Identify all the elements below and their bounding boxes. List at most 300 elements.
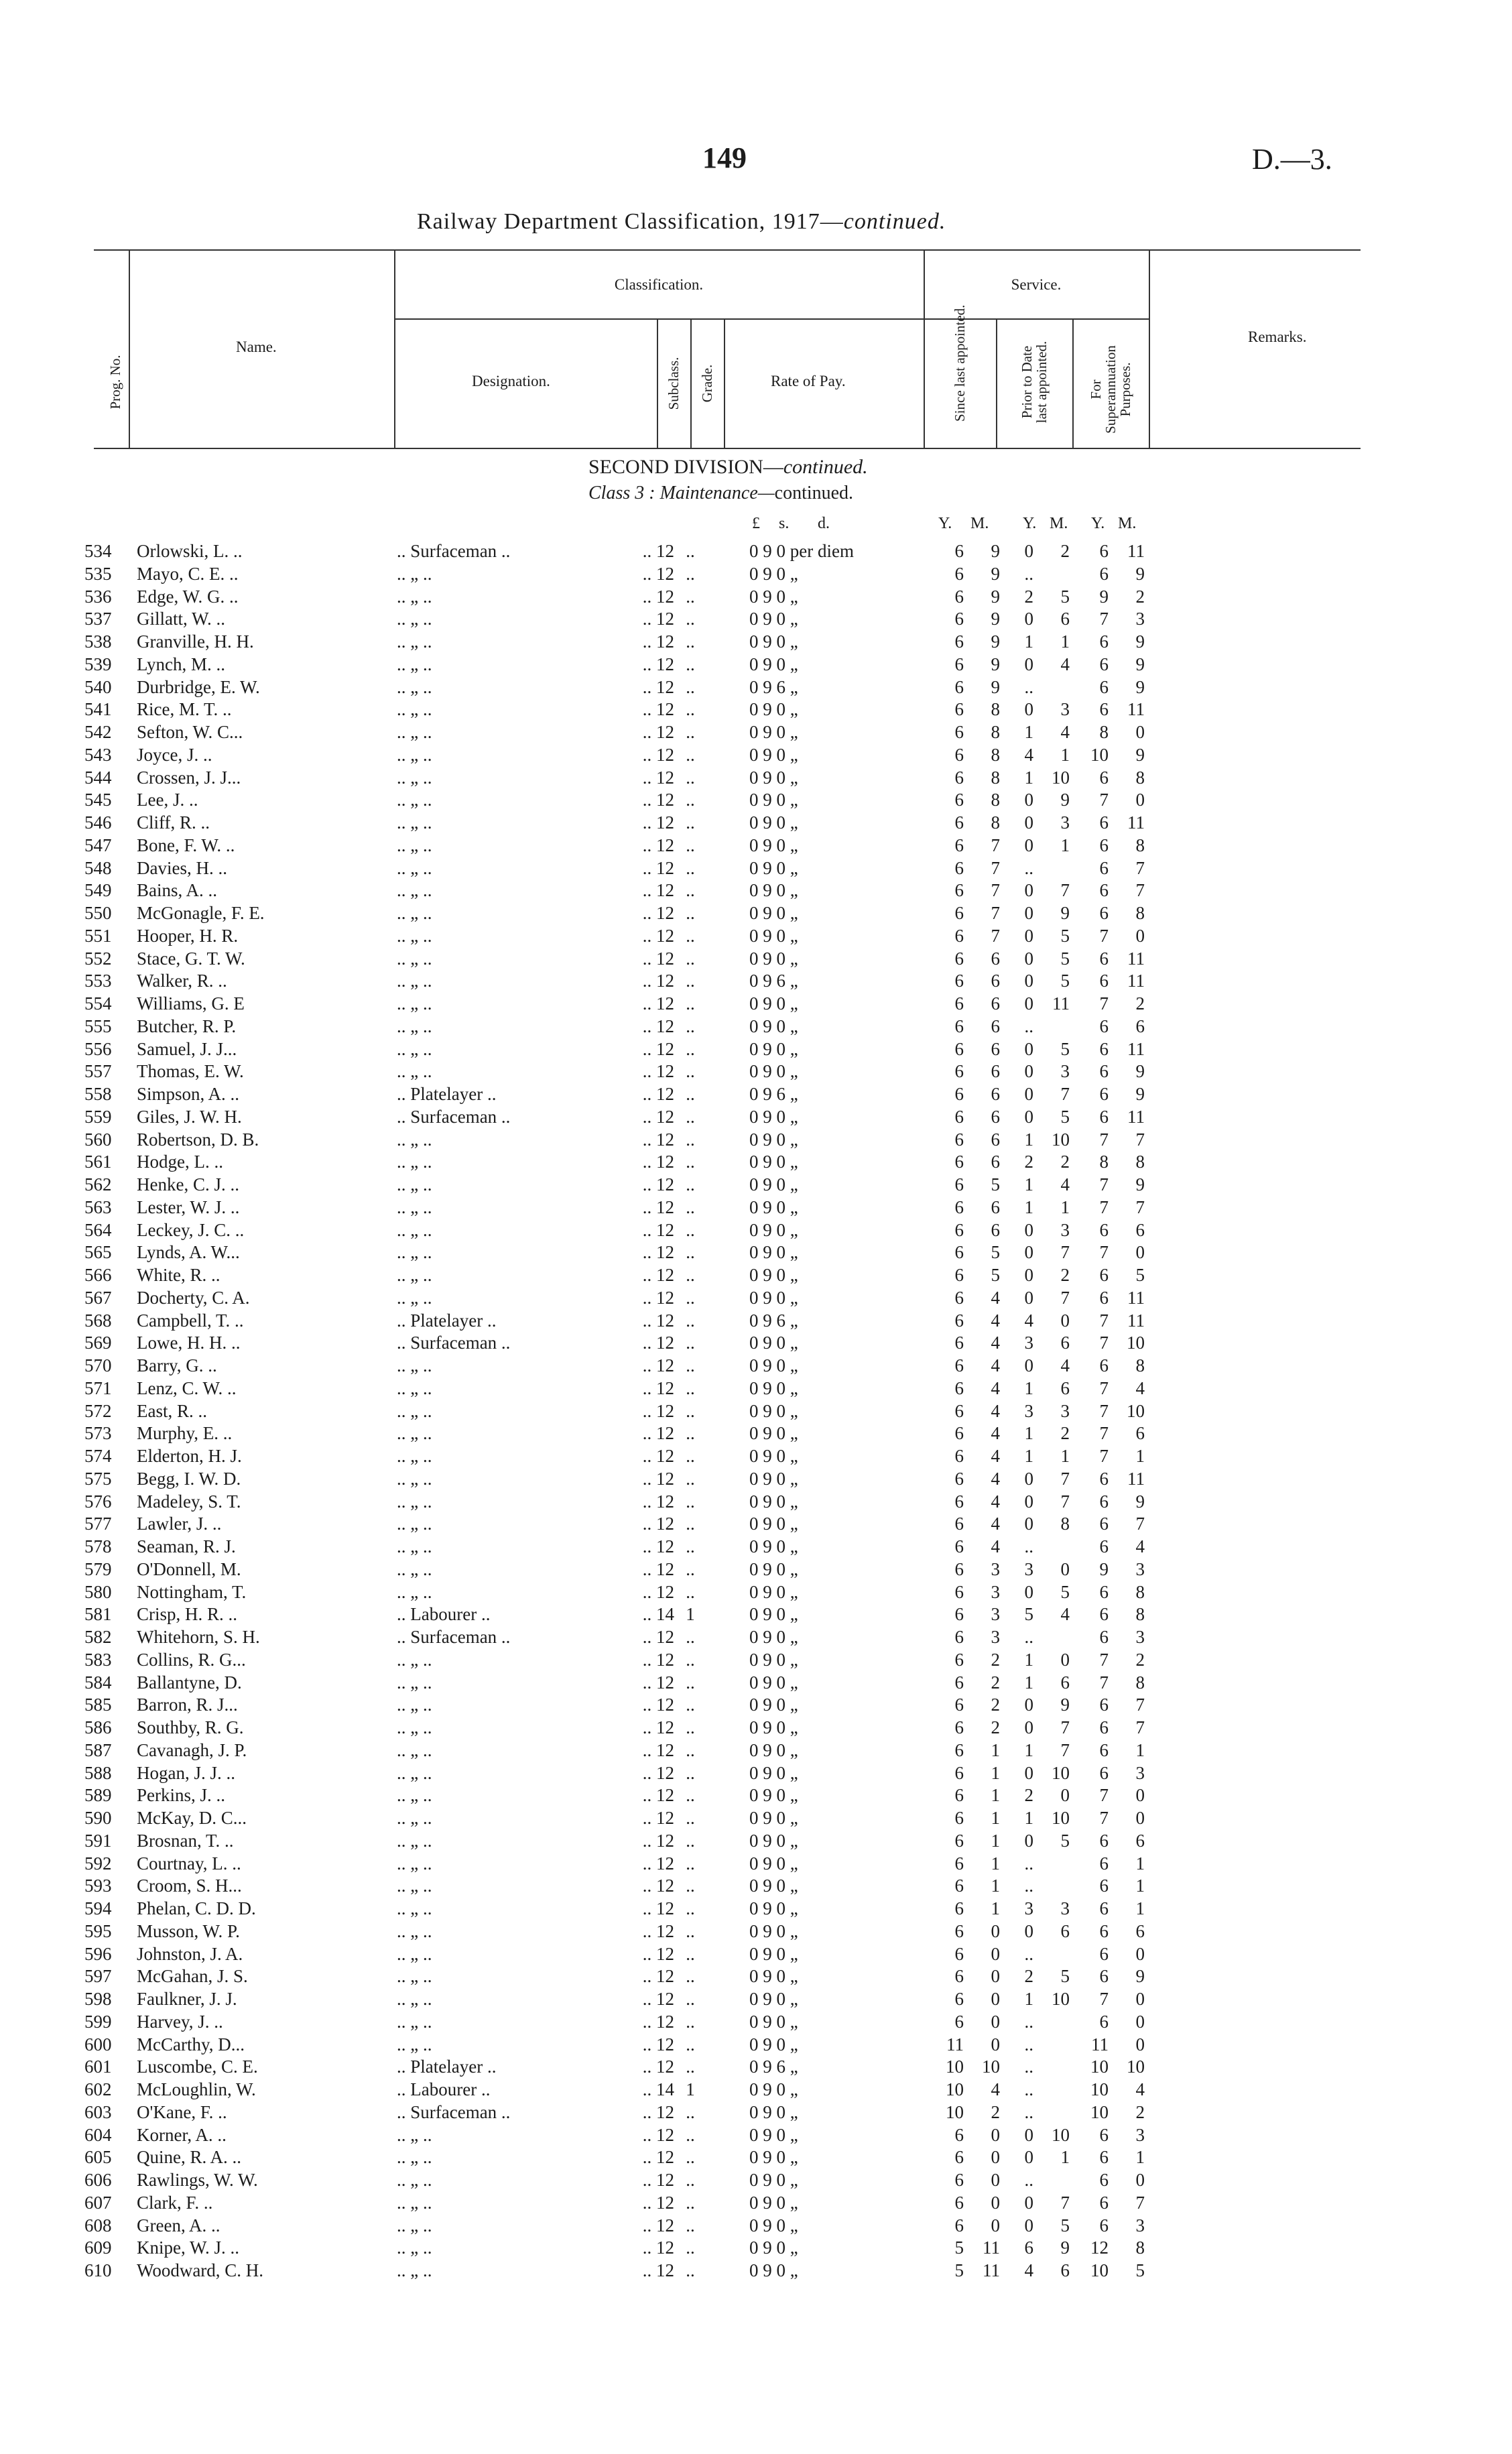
rate-of-pay-cell: 0 9 0 „ <box>749 2079 798 2099</box>
super-months-cell: 0 <box>1135 722 1145 742</box>
since-years-cell: 6 <box>954 1558 964 1579</box>
rate-of-pay-cell: 0 9 0 „ <box>749 609 798 629</box>
grade-cell: .. <box>686 631 695 652</box>
super-years-cell: 10 <box>1090 2079 1109 2099</box>
prior-months-cell: 3 <box>1060 1061 1070 1082</box>
prog-no-cell: 602 <box>84 2079 112 2099</box>
designation-cell: .. „ .. <box>397 1649 432 1670</box>
prior-months-cell: 2 <box>1060 1265 1070 1285</box>
name-cell: Faulkner, J. J. <box>137 1989 237 2009</box>
designation-cell: .. Platelayer .. <box>397 1084 497 1104</box>
prior-months-cell: 4 <box>1060 1604 1070 1625</box>
prior-years-cell: 1 <box>1024 1174 1033 1194</box>
since-years-cell: 6 <box>954 1038 964 1059</box>
rate-of-pay-cell: 0 9 6 „ <box>749 1084 798 1104</box>
prior-months-cell: 6 <box>1060 2260 1070 2280</box>
header-top-rule <box>94 249 1361 251</box>
name-cell: Nottingham, T. <box>137 1581 247 1602</box>
table-row <box>0 812 1512 835</box>
table-row <box>0 1491 1512 1514</box>
super-years-cell: 6 <box>1099 1695 1109 1715</box>
since-years-cell: 6 <box>954 2124 964 2145</box>
prior-months-cell: 9 <box>1060 903 1070 923</box>
since-years-cell: 6 <box>954 1739 964 1760</box>
unit-super-months: M. <box>1118 515 1137 532</box>
prog-no-cell: 587 <box>84 1739 112 1760</box>
prior-years-cell: 2 <box>1024 1785 1033 1806</box>
since-months-cell: 3 <box>991 1581 1000 1602</box>
grade-cell: .. <box>686 1152 695 1172</box>
subclass-cell: .. 12 <box>642 1762 674 1783</box>
grade-cell: .. <box>686 1355 695 1375</box>
super-months-cell: 1 <box>1135 1876 1145 1896</box>
grade-cell: .. <box>686 1785 695 1806</box>
prior-years-cell: 0 <box>1024 1287 1033 1308</box>
name-cell: Cavanagh, J. P. <box>137 1739 247 1760</box>
designation-cell: .. „ .. <box>397 1355 432 1375</box>
grade-cell: .. <box>686 2101 695 2122</box>
rate-of-pay-cell: 0 9 0 „ <box>749 1920 798 1941</box>
name-cell: Joyce, J. .. <box>137 744 212 765</box>
rate-of-pay-cell: 0 9 0 „ <box>749 1536 798 1556</box>
table-row <box>0 993 1512 1016</box>
prior-years-cell: 3 <box>1024 1558 1033 1579</box>
subclass-cell: .. 12 <box>642 1106 674 1127</box>
table-row <box>0 1129 1512 1152</box>
since-months-cell: 9 <box>991 609 1000 629</box>
super-years-cell: 6 <box>1099 857 1109 878</box>
super-years-cell: 7 <box>1099 1989 1109 2009</box>
super-years-cell: 6 <box>1099 1943 1109 1964</box>
since-months-cell: 11 <box>983 2260 1000 2280</box>
name-cell: Luscombe, C. E. <box>137 2057 258 2077</box>
name-cell: Edge, W. G. .. <box>137 586 239 607</box>
prior-months-cell: 7 <box>1060 1242 1070 1263</box>
super-years-cell: 6 <box>1099 812 1109 833</box>
since-years-cell: 6 <box>954 1966 964 1987</box>
prior-months-cell: 4 <box>1060 654 1070 674</box>
name-cell: Lynch, M. .. <box>137 654 225 674</box>
prior-years-cell: 0 <box>1024 2147 1033 2168</box>
rate-of-pay-cell: 0 9 0 „ <box>749 1830 798 1851</box>
designation-cell: .. „ .. <box>397 654 432 674</box>
super-years-cell: 6 <box>1099 1084 1109 1104</box>
grade-cell: .. <box>686 2170 695 2190</box>
designation-cell: .. „ .. <box>397 1920 432 1941</box>
prog-no-cell: 585 <box>84 1695 112 1715</box>
super-years-cell: 6 <box>1099 1355 1109 1375</box>
designation-cell: .. „ .. <box>397 1672 432 1693</box>
since-months-cell: 1 <box>991 1830 1000 1851</box>
table-row <box>0 1875 1512 1898</box>
since-years-cell: 6 <box>954 1287 964 1308</box>
grade-cell: .. <box>686 541 695 561</box>
prior-years-cell: .. <box>1024 1016 1033 1036</box>
super-months-cell: 9 <box>1135 563 1145 584</box>
super-months-cell: 7 <box>1135 1717 1145 1737</box>
super-months-cell: 8 <box>1135 2237 1145 2258</box>
since-months-cell: 0 <box>991 1989 1000 2009</box>
grade-cell: .. <box>686 2215 695 2235</box>
prior-months-cell: 3 <box>1060 1219 1070 1240</box>
grade-cell: .. <box>686 1762 695 1783</box>
subclass-cell: .. 12 <box>642 1966 674 1987</box>
prog-no-cell: 563 <box>84 1197 112 1217</box>
name-cell: Hodge, L. .. <box>137 1152 223 1172</box>
divider-prior-super <box>1072 318 1074 448</box>
table-row <box>0 925 1512 948</box>
super-years-cell: 7 <box>1099 1310 1109 1331</box>
rate-of-pay-cell: 0 9 0 „ <box>749 563 798 584</box>
prior-months-cell: 1 <box>1060 1197 1070 1217</box>
table-row <box>0 1672 1512 1695</box>
super-months-cell: 7 <box>1135 1129 1145 1150</box>
super-months-cell: 9 <box>1135 631 1145 652</box>
super-months-cell: 3 <box>1135 1558 1145 1579</box>
prior-years-cell: 4 <box>1024 2260 1033 2280</box>
prior-years-cell: 6 <box>1024 2237 1033 2258</box>
prog-no-cell: 539 <box>84 654 112 674</box>
since-months-cell: 4 <box>991 1491 1000 1512</box>
prog-no-cell: 566 <box>84 1265 112 1285</box>
header-prog-no: Prog. No. <box>107 355 123 410</box>
rate-of-pay-cell: 0 9 6 „ <box>749 1310 798 1331</box>
name-cell: McLoughlin, W. <box>137 2079 256 2099</box>
name-cell: Lowe, H. H. .. <box>137 1333 241 1353</box>
since-years-cell: 10 <box>946 2057 964 2077</box>
prior-months-cell: 7 <box>1060 880 1070 901</box>
table-row <box>0 563 1512 586</box>
table-row <box>0 1536 1512 1558</box>
super-years-cell: 7 <box>1099 925 1109 946</box>
since-years-cell: 6 <box>954 812 964 833</box>
prog-no-cell: 545 <box>84 790 112 810</box>
prior-years-cell: 0 <box>1024 1242 1033 1263</box>
since-years-cell: 6 <box>954 2215 964 2235</box>
prior-years-cell: 0 <box>1024 1695 1033 1715</box>
since-months-cell: 4 <box>991 1287 1000 1308</box>
since-years-cell: 6 <box>954 1876 964 1896</box>
super-months-cell: 7 <box>1135 1197 1145 1217</box>
super-months-cell: 0 <box>1135 1943 1145 1964</box>
since-years-cell: 6 <box>954 1785 964 1806</box>
super-months-cell: 11 <box>1127 1310 1145 1331</box>
since-months-cell: 4 <box>991 1446 1000 1466</box>
subclass-cell: .. 12 <box>642 1672 674 1693</box>
subclass-cell: .. 12 <box>642 1038 674 1059</box>
since-years-cell: 6 <box>954 925 964 946</box>
rate-of-pay-cell: 0 9 0 „ <box>749 1061 798 1082</box>
prior-months-cell: 7 <box>1060 2192 1070 2213</box>
name-cell: Ballantyne, D. <box>137 1672 242 1693</box>
subclass-cell: .. 12 <box>642 835 674 855</box>
since-months-cell: 2 <box>991 1695 1000 1715</box>
designation-cell: .. „ .. <box>397 744 432 765</box>
super-months-cell: 0 <box>1135 2011 1145 2032</box>
since-months-cell: 4 <box>991 1400 1000 1421</box>
since-months-cell: 0 <box>991 1966 1000 1987</box>
name-cell: Quine, R. A. .. <box>137 2147 242 2168</box>
designation-cell: .. „ .. <box>397 1785 432 1806</box>
table-row <box>0 1784 1512 1807</box>
name-cell: Murphy, E. .. <box>137 1423 233 1444</box>
prior-years-cell: .. <box>1024 1876 1033 1896</box>
prior-months-cell: 6 <box>1060 609 1070 629</box>
prior-months-cell: 1 <box>1060 744 1070 765</box>
table-row <box>0 970 1512 993</box>
super-years-cell: 7 <box>1099 1808 1109 1828</box>
since-years-cell: 6 <box>954 1333 964 1353</box>
prog-no-cell: 548 <box>84 857 112 878</box>
table-row <box>0 1717 1512 1739</box>
prior-years-cell: .. <box>1024 563 1033 584</box>
prior-years-cell: .. <box>1024 1853 1033 1874</box>
subclass-cell: .. 12 <box>642 2215 674 2235</box>
grade-cell: .. <box>686 1581 695 1602</box>
since-years-cell: 6 <box>954 1174 964 1194</box>
prior-months-cell: 5 <box>1060 1038 1070 1059</box>
prog-no-cell: 540 <box>84 676 112 697</box>
grade-cell: .. <box>686 654 695 674</box>
since-years-cell: 6 <box>954 1310 964 1331</box>
prog-no-cell: 546 <box>84 812 112 833</box>
super-years-cell: 7 <box>1099 1649 1109 1670</box>
since-years-cell: 11 <box>946 2034 964 2054</box>
super-years-cell: 6 <box>1099 1627 1109 1647</box>
super-months-cell: 10 <box>1127 1333 1145 1353</box>
designation-cell: .. „ .. <box>397 1129 432 1150</box>
subclass-cell: .. 12 <box>642 1649 674 1670</box>
rate-of-pay-cell: 0 9 0 „ <box>749 1672 798 1693</box>
super-months-cell: 9 <box>1135 1061 1145 1082</box>
since-months-cell: 9 <box>991 676 1000 697</box>
table-row <box>0 1016 1512 1038</box>
subclass-cell: .. 12 <box>642 2101 674 2122</box>
prog-no-cell: 596 <box>84 1943 112 1964</box>
prior-years-cell: 1 <box>1024 1446 1033 1466</box>
super-years-cell: 6 <box>1099 1491 1109 1512</box>
designation-cell: .. Surfaceman .. <box>397 1627 511 1647</box>
since-years-cell: 6 <box>954 993 964 1014</box>
prior-months-cell: 1 <box>1060 631 1070 652</box>
subclass-cell: .. 12 <box>642 699 674 720</box>
designation-cell: .. „ .. <box>397 1943 432 1964</box>
name-cell: Campbell, T. .. <box>137 1310 244 1331</box>
rate-of-pay-cell: 0 9 0 „ <box>749 767 798 788</box>
super-years-cell: 6 <box>1099 1219 1109 1240</box>
since-years-cell: 6 <box>954 903 964 923</box>
prior-years-cell: 0 <box>1024 880 1033 901</box>
subclass-cell: .. 12 <box>642 1287 674 1308</box>
since-months-cell: 6 <box>991 1084 1000 1104</box>
prior-years-cell: 4 <box>1024 744 1033 765</box>
grade-cell: .. <box>686 1310 695 1331</box>
super-years-cell: 6 <box>1099 1106 1109 1127</box>
since-months-cell: 1 <box>991 1785 1000 1806</box>
super-years-cell: 6 <box>1099 880 1109 901</box>
designation-cell: .. „ .. <box>397 971 432 991</box>
rate-of-pay-cell: 0 9 0 „ <box>749 1514 798 1534</box>
super-months-cell: 0 <box>1135 1808 1145 1828</box>
super-years-cell: 9 <box>1099 586 1109 607</box>
since-years-cell: 6 <box>954 1627 964 1647</box>
super-years-cell: 7 <box>1099 1423 1109 1444</box>
prior-months-cell: 7 <box>1060 1717 1070 1737</box>
prior-months-cell: 6 <box>1060 1672 1070 1693</box>
super-years-cell: 6 <box>1099 1898 1109 1918</box>
super-months-cell: 11 <box>1127 699 1145 720</box>
super-years-cell: 6 <box>1099 1920 1109 1941</box>
super-years-cell: 6 <box>1099 971 1109 991</box>
rate-of-pay-cell: 0 9 0 „ <box>749 1219 798 1240</box>
rate-of-pay-cell: 0 9 0 „ <box>749 1152 798 1172</box>
prog-no-cell: 555 <box>84 1016 112 1036</box>
unit-pence: d. <box>818 515 830 532</box>
since-months-cell: 6 <box>991 1219 1000 1240</box>
subclass-cell: .. 12 <box>642 1174 674 1194</box>
grade-cell: .. <box>686 609 695 629</box>
prior-months-cell: 2 <box>1060 1423 1070 1444</box>
grade-cell: .. <box>686 767 695 788</box>
rate-of-pay-cell: 0 9 0 „ <box>749 1446 798 1466</box>
prior-years-cell: 0 <box>1024 903 1033 923</box>
prior-years-cell: 0 <box>1024 1468 1033 1489</box>
prior-months-cell: 9 <box>1060 790 1070 810</box>
prog-no-cell: 562 <box>84 1174 112 1194</box>
super-months-cell: 8 <box>1135 835 1145 855</box>
since-months-cell: 9 <box>991 631 1000 652</box>
name-cell: Southby, R. G. <box>137 1717 244 1737</box>
super-months-cell: 0 <box>1135 1989 1145 2009</box>
section-title <box>588 456 868 479</box>
prior-years-cell: .. <box>1024 1627 1033 1647</box>
subclass-cell: .. 12 <box>642 1016 674 1036</box>
rate-of-pay-cell: 0 9 0 „ <box>749 2124 798 2145</box>
table-row <box>0 654 1512 676</box>
prior-years-cell: 0 <box>1024 1084 1033 1104</box>
rate-of-pay-cell: 0 9 0 „ <box>749 1604 798 1625</box>
prior-months-cell: 5 <box>1060 1830 1070 1851</box>
super-months-cell: 9 <box>1135 1491 1145 1512</box>
table-row <box>0 1830 1512 1853</box>
designation-cell: .. „ .. <box>397 1558 432 1579</box>
rate-of-pay-cell: 0 9 0 „ <box>749 586 798 607</box>
header-for-superannuation <box>1088 343 1133 436</box>
since-months-cell: 6 <box>991 1038 1000 1059</box>
name-cell: Robertson, D. B. <box>137 1129 259 1150</box>
subclass-cell: .. 12 <box>642 1084 674 1104</box>
prog-no-cell: 576 <box>84 1491 112 1512</box>
prog-no-cell: 605 <box>84 2147 112 2168</box>
prior-years-cell: 1 <box>1024 1649 1033 1670</box>
table-row <box>0 767 1512 790</box>
prior-months-cell: 5 <box>1060 2215 1070 2235</box>
grade-cell: .. <box>686 1943 695 1964</box>
grade-cell: .. <box>686 1197 695 1217</box>
since-months-cell: 4 <box>991 1536 1000 1556</box>
designation-cell: .. „ .. <box>397 1853 432 1874</box>
subclass-cell: .. 12 <box>642 1627 674 1647</box>
name-cell: Lester, W. J. .. <box>137 1197 240 1217</box>
super-months-cell: 1 <box>1135 1898 1145 1918</box>
grade-cell: .. <box>686 971 695 991</box>
prog-no-cell: 575 <box>84 1468 112 1489</box>
super-years-cell: 7 <box>1099 1197 1109 1217</box>
name-cell: Korner, A. .. <box>137 2124 227 2145</box>
since-years-cell: 6 <box>954 631 964 652</box>
subclass-cell: .. 12 <box>642 744 674 765</box>
since-months-cell: 4 <box>991 1377 1000 1398</box>
rate-of-pay-cell: 0 9 0 „ <box>749 1808 798 1828</box>
rate-of-pay-cell: 0 9 0 „ <box>749 699 798 720</box>
designation-cell: .. „ .. <box>397 1581 432 1602</box>
since-years-cell: 6 <box>954 1762 964 1783</box>
designation-cell: .. „ .. <box>397 1695 432 1715</box>
since-years-cell: 6 <box>954 1695 964 1715</box>
grade-cell: .. <box>686 1333 695 1353</box>
subclass-cell: .. 12 <box>642 541 674 561</box>
grade-cell: .. <box>686 925 695 946</box>
since-years-cell: 6 <box>954 1581 964 1602</box>
rate-of-pay-cell: 0 9 0 „ <box>749 2170 798 2190</box>
super-months-cell: 8 <box>1135 903 1145 923</box>
name-cell: Perkins, J. .. <box>137 1785 226 1806</box>
rate-of-pay-cell: 0 9 0 „ <box>749 744 798 765</box>
table-row <box>0 1422 1512 1445</box>
prior-years-cell: 0 <box>1024 812 1033 833</box>
super-months-cell: 11 <box>1127 1106 1145 1127</box>
prior-months-cell: 11 <box>1052 993 1070 1014</box>
unit-since-years: Y. <box>938 515 952 532</box>
super-years-cell: 6 <box>1099 1514 1109 1534</box>
designation-cell: .. „ .. <box>397 676 432 697</box>
prog-no-cell: 550 <box>84 903 112 923</box>
prior-months-cell: 6 <box>1060 1333 1070 1353</box>
grade-cell: .. <box>686 2237 695 2258</box>
prog-no-cell: 561 <box>84 1152 112 1172</box>
since-months-cell: 2 <box>991 2101 1000 2122</box>
since-years-cell: 10 <box>946 2101 964 2122</box>
prog-no-cell: 586 <box>84 1717 112 1737</box>
rate-of-pay-cell: 0 9 0 „ <box>749 1400 798 1421</box>
prog-no-cell: 535 <box>84 563 112 584</box>
rate-of-pay-cell: 0 9 0 „ <box>749 948 798 969</box>
designation-cell: .. „ .. <box>397 1491 432 1512</box>
name-cell: Phelan, C. D. D. <box>137 1898 256 1918</box>
super-years-cell: 7 <box>1099 790 1109 810</box>
grade-cell: .. <box>686 1989 695 2009</box>
since-years-cell: 6 <box>954 1265 964 1285</box>
since-months-cell: 7 <box>991 903 1000 923</box>
name-cell: Rawlings, W. W. <box>137 2170 258 2190</box>
table-row <box>0 2260 1512 2282</box>
since-years-cell: 6 <box>954 1830 964 1851</box>
table-row <box>0 1287 1512 1310</box>
super-years-cell: 10 <box>1090 2101 1109 2122</box>
prog-no-cell: 588 <box>84 1762 112 1783</box>
table-row <box>0 835 1512 857</box>
since-months-cell: 9 <box>991 563 1000 584</box>
prior-months-cell: 1 <box>1060 1446 1070 1466</box>
grade-cell: 1 <box>686 2079 695 2099</box>
prior-years-cell: 0 <box>1024 835 1033 855</box>
rate-of-pay-cell: 0 9 0 „ <box>749 1785 798 1806</box>
since-last-appointed-label: Since last appointed. <box>952 304 968 422</box>
name-cell: Granville, H. H. <box>137 631 254 652</box>
super-months-cell: 2 <box>1135 1649 1145 1670</box>
table-row <box>0 631 1512 654</box>
super-months-cell: 9 <box>1135 1084 1145 1104</box>
